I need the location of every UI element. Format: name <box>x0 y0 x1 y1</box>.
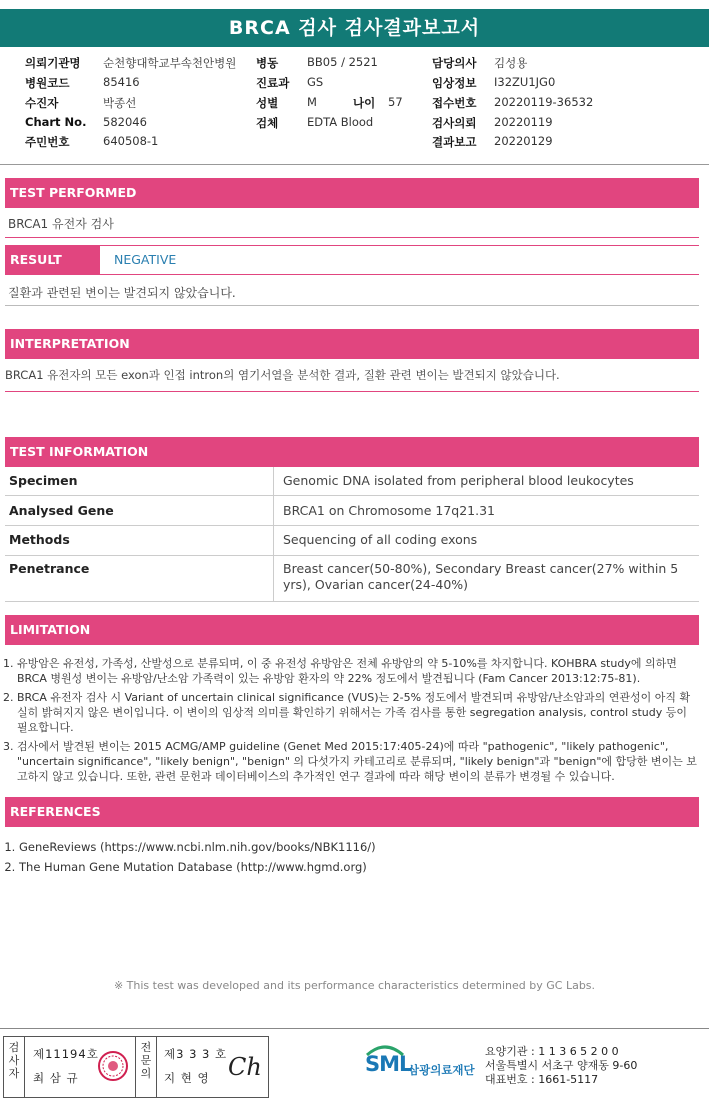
test-performed-heading: TEST PERFORMED <box>5 178 699 208</box>
list-item: 2. The Human Gene Mutation Database (http://www.hgmd.org) <box>19 857 376 877</box>
lab-name: 삼광의료재단 <box>408 1063 475 1077</box>
table-row <box>5 526 699 556</box>
seal-icon <box>97 1049 129 1083</box>
physician-label: 전문의 <box>140 1041 152 1080</box>
interpretation-heading: INTERPRETATION <box>5 329 699 359</box>
lab-info <box>485 1045 637 1087</box>
chart-value: 582046 <box>103 115 147 129</box>
request-label: 검사의뢰 <box>432 116 477 130</box>
chart-label: Chart No. <box>25 115 87 129</box>
receipt-value: 20220119-36532 <box>494 95 594 109</box>
physician-number: 제3 3 3 호 <box>164 1047 228 1061</box>
row-value: Genomic DNA isolated from peripheral blood leukocytes <box>283 473 634 488</box>
hospital-code-label: 병원코드 <box>25 76 70 90</box>
table-row <box>5 467 699 496</box>
rrn-value: 640508-1 <box>103 134 159 148</box>
clinical-value: I32ZU1JG0 <box>494 75 556 89</box>
header-divider <box>0 164 709 165</box>
footnote: ※ This test was developed and its performance characteristics determined by GC Labs. <box>113 979 596 992</box>
lab-phone: 대표번호 : 1661-5117 <box>485 1073 599 1086</box>
examiner-name: 최 삼 규 <box>33 1071 79 1085</box>
test-performed-text: BRCA1 유전자 검사 <box>8 217 114 231</box>
dept-value: GS <box>307 75 324 89</box>
test-information-heading: TEST INFORMATION <box>5 437 699 467</box>
references-list <box>5 837 376 877</box>
list-item: 1. 유방암은 유전성, 가족성, 산발성으로 분류되며, 이 중 유전성 유방암은 전체 유방암의 약 5-10%를 차지합니다. KOHBRA study에 의하면 BRCA 병원성 변이는 유방암/난소암 가족력이 있는 유방암 환자의 약 22% 정도에서 발견됩니다 (Fam Cancer 2013:12:75-81). <box>17 656 697 686</box>
doctor-label: 담당의사 <box>432 56 477 70</box>
row-key: Specimen <box>9 473 78 488</box>
ward-value: BB05 / 2521 <box>307 55 378 69</box>
divider <box>5 274 699 275</box>
signature-scribble: Ch <box>228 1053 262 1081</box>
table-row <box>5 556 699 602</box>
list-item: 1. GeneReviews (https://www.ncbi.nlm.nih.gov/books/NBK1116/) <box>19 837 376 857</box>
limitation-list <box>5 656 697 788</box>
table-row <box>5 496 699 526</box>
lab-logo <box>365 1046 475 1077</box>
patient-header <box>0 52 709 164</box>
list-item: 2. BRCA 유전자 검사 시 Variant of uncertain clinical significance (VUS)는 2-5% 정도에서 발견되며 유방암/난소암과의 연관성이 아직 확실히 밝혀지지 않은 변이입니다. 이 변이의 임상적 의미를 확인하기 위해서는 가족 검사를 통한 segregation analysis, control study 등이 필요합니다. <box>17 690 697 735</box>
clinical-label: 임상정보 <box>432 76 477 90</box>
examiner-number: 제11194호 <box>33 1047 99 1061</box>
age-value: 57 <box>388 95 403 109</box>
divider <box>5 237 699 238</box>
institution-label: 의뢰기관명 <box>25 56 81 70</box>
report-label: 결과보고 <box>432 135 477 149</box>
row-key: Methods <box>9 532 70 547</box>
row-value: Breast cancer(50-80%), Secondary Breast cancer(27% within 5 yrs), Ovarian cancer(24-40%) <box>283 561 679 592</box>
physician-name: 지 현 영 <box>164 1071 210 1085</box>
receipt-label: 접수번호 <box>432 96 477 110</box>
result-heading: RESULT <box>5 245 100 275</box>
institution-value: 순천향대학교부속천안병원 <box>103 56 237 70</box>
lab-code: 요양기관 : 1 1 3 6 5 2 0 0 <box>485 1045 619 1058</box>
row-value: Sequencing of all coding exons <box>283 532 478 547</box>
doctor-value: 김성용 <box>494 56 528 70</box>
sml-arc-icon <box>365 1043 405 1057</box>
list-item: 3. 검사에서 발견된 변이는 2015 ACMG/AMP guideline (Genet Med 2015:17:405-24)에 따라 "pathogenic", "likely pathogenic", "uncertain significance", "likely benign", "benign" 의 다섯가지 카테고리로 분류되며, "likely benign"과 "benign"에 합당한 변이는 보고하지 않고 있습니다. 또한, 관련 문헌과 데이터베이스의 추가적인 연구 결과에 따라 해당 변이의 분류가 변경될 수 있습니다. <box>17 739 697 784</box>
hospital-code-value: 85416 <box>103 75 140 89</box>
examiner-label: 검사자 <box>8 1041 20 1080</box>
patient-value: 박종선 <box>103 96 137 110</box>
result-text: 질환과 관련된 변이는 발견되지 않았습니다. <box>8 286 236 300</box>
divider <box>5 391 699 392</box>
interpretation-text: BRCA1 유전자의 모든 exon과 인접 intron의 염기서열을 분석한 결과, 질환 관련 변이는 발견되지 않았습니다. <box>5 368 560 382</box>
specimen-value: EDTA Blood <box>307 115 374 129</box>
rrn-label: 주민번호 <box>25 135 70 149</box>
row-key: Analysed Gene <box>9 503 114 518</box>
limitation-heading: LIMITATION <box>5 615 699 645</box>
specimen-label: 검체 <box>256 116 279 130</box>
request-value: 20220119 <box>494 115 553 129</box>
row-key: Penetrance <box>9 561 90 576</box>
patient-label: 수진자 <box>25 96 59 110</box>
row-value: BRCA1 on Chromosome 17q21.31 <box>283 503 495 518</box>
dept-label: 진료과 <box>256 76 290 90</box>
sex-value: M <box>307 95 317 109</box>
footer-divider <box>0 1028 709 1029</box>
result-value: NEGATIVE <box>100 246 699 274</box>
divider <box>5 305 699 306</box>
sex-label: 성별 <box>256 96 279 110</box>
signature-box <box>3 1036 269 1098</box>
logo-text: SML <box>365 1052 412 1076</box>
age-label: 나이 <box>353 96 376 110</box>
lab-address: 서울특별시 서초구 양재동 9-60 <box>485 1059 638 1072</box>
report-title: BRCA 검사 검사결과보고서 <box>0 9 709 47</box>
ward-label: 병동 <box>256 56 279 70</box>
references-heading: REFERENCES <box>5 797 699 827</box>
report-value: 20220129 <box>494 134 553 148</box>
